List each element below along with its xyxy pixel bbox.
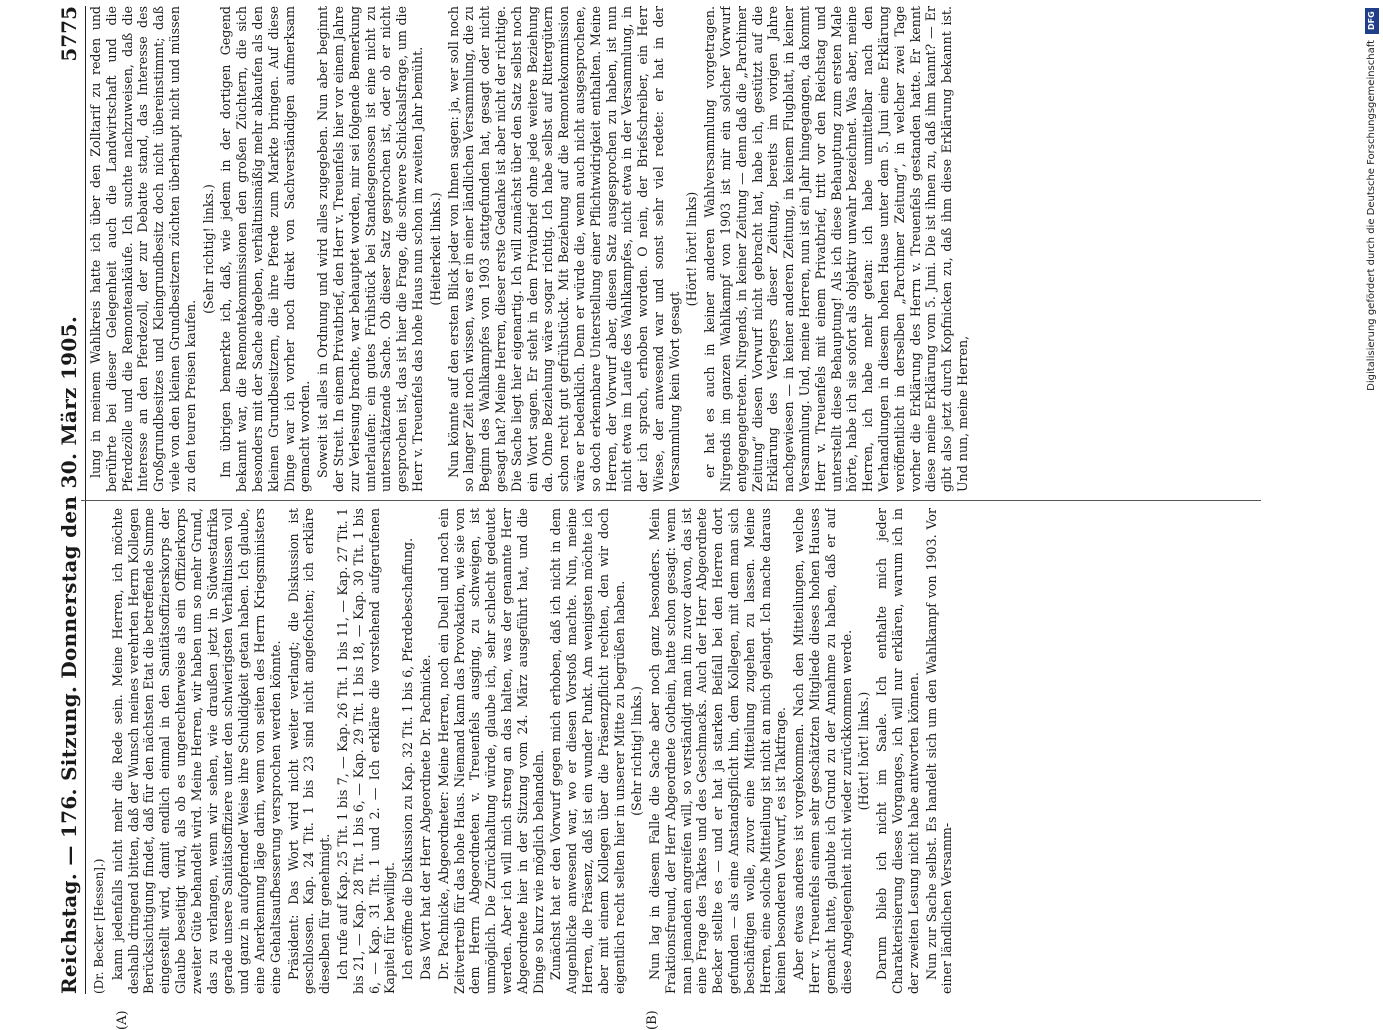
margin-label-a: (A) bbox=[115, 1010, 130, 1030]
page-header-title: Reichstag. — 176. Sitzung. Donnerstag den 30. März 1905. bbox=[57, 315, 81, 994]
right-column-paragraph: Soweit ist alles in Ordnung und wird alles zugegeben. Nun aber beginnt der Streit. In einem Privatbrief, den Herr v. Treuenfels hier vor einem Jahre zur Verlesung brachte, war behauptet worden, mir sei folgende Bemerkung unterlaufen: ein gutes Frühstück bei Standesgenossen ist eine nicht zu unterschätzende Sache. Ob dieser Satz gesprochen ist, oder ob er nicht gesprochen ist, das ist hier die Frage, die schwere Schicksalsfrage, um die Herr v. Treuenfels das hohe Haus nun schon im zweiten Jahr bemüht. bbox=[315, 6, 425, 492]
left-column-paragraph: Präsident: Das Wort wird nicht weiter verlangt; die Diskussion ist geschlossen. Kap. 24 Tit. 1 bis 23 sind nicht angefochten; ich erkläre dieselben für genehmigt. bbox=[285, 508, 333, 994]
right-column-paragraph: (Heiterkeit links.) bbox=[427, 192, 443, 306]
right-column-paragraph: (Sehr richtig! links.) bbox=[200, 184, 216, 314]
margin-label-b: (B) bbox=[645, 1010, 660, 1030]
right-column-paragraph: er hat es auch in keiner anderen Wahlversammlung vorgetragen. Nirgends im ganzen Wahlkampf von 1903 ist mir ein solcher Vorwurf entgegengetreten. Nirgends, in keiner Zeitung — denn daß die „Parchimer Zeitung“ diesen Vorwurf nicht gebracht hat, habe ich, gestützt auf die Erklärung des Verlegers dieser Zeitung, bereits im vorigen Jahre nachgewiesen — in keiner anderen Zeitung, in keinem Flugblatt, in keiner Versammlung. Und, meine Herren, nun ist ein Jahr hingegangen, da kommt Herr v. Treuenfels mit einem Privatbrief, tritt vor den Reichstag und unterstellt diese Behauptung! Als ich diese Behauptung zum ersten Male hörte, habe ich sie sofort als objektiv unwahr bezeichnet. Was aber, meine Herren, ich habe mehr getan: ich habe unmittelbar nach den Verhandlungen in diesem hohen Hause unter dem 5. Juni eine Erklärung veröffentlicht in derselben „Parchimer Zeitung“, in welcher zwei Tage vorher die Erklärung des Herrn v. Treuenfels gestanden hatte. Er kennt diese meine Erklärung vom 5. Juni. Die ist ihnen zu, daß ihm kannt? — Er gibt also jetzt durch Kopfnicken zu, daß ihm diese Erklärung bekannt ist. Und nun, meine Herren, bbox=[702, 6, 971, 492]
left-column-paragraph: Dr. Pachnicke, Abgeordneter: Meine Herren, noch ein Duell und noch ein Zeitvertreib für das hohe Haus. Niemand kann das Provokation, wie sie von dem Herrn Abgeordneten v. Treuenfels ausging, zu schweigen, ist unmöglich. Die Zurückhaltung würde, glaube ich, sehr schlecht gedeutet werden. Aber ich will mich streng an das halten, was der genannte Herr Abgeordnete hier in der Sitzung vom 24. März ausgeführt hat, und die Dinge so kurz wie möglich behandeln. bbox=[435, 508, 546, 994]
dfg-logo: DFG bbox=[1365, 8, 1379, 34]
right-column-paragraph: Nun könnte auf den ersten Blick jeder von Ihnen sagen: ja, wer soll noch so langer Zeit noch wissen, was er in einer ländlichen Versammlung, die zu Beginn des Wahlkampfes von 1903 stattgefunden hat, gesagt oder nicht gesagt hat? Meine Herren, dieser erste Gedanke ist aber nicht der richtige. Die Sache liegt hier eigenartig. Ich will zunächst über den Satz selbst noch ein Wort sagen. Er steht in dem Privatbrief ohne jede weitere Beziehung da. Ohne Beziehung wäre sogar richtig. Ich habe selbst auf Rittergütern schon recht gut gefrühstückt. Mit Beziehung auf die Remontekommission wäre er bedenklich. Denn er würde die, wenn auch nicht ausgesprochene, so doch erkennbare Unterstellung einer Pflichtwidrigkeit enthalten. Meine Herren, der Vorwurf aber, diesen Satz ausgesprochen zu haben, ist nun nicht etwa im Laufe des Wahlkampfes, nicht etwa in der Versammlung, in der ich sprach, erhoben worden. O nein, der Briefschreiber, ein Herr Wiese, der anwesend war und sonst sehr viel redete: er hat in der Versammlung kein Wort gesagt bbox=[445, 6, 682, 492]
left-column-paragraph: Das Wort hat der Herr Abgeordnete Dr. Pachnicke. bbox=[417, 654, 433, 980]
digitization-credit: Digitalisierung gefördert durch die Deutsche Forschungsgemeinschaft bbox=[1366, 40, 1377, 391]
left-column-paragraph: Ich eröffne die Diskussion zu Kap. 32 Tit. 1 bis 6, Pferdebeschaffung. bbox=[400, 537, 416, 980]
left-column-paragraph: Ich rufe auf Kap. 25 Tit. 1 bis 7, — Kap. 26 Tit. 1 bis 11, — Kap. 27 Tit. 1 bis 21, — Kap. 28 Tit. 1 bis 6, — Kap. 29 Tit. 1 bis 18, — Kap. 30 Tit. 1 bis 6, — Kap. 31 Tit. 1 und 2. — Ich erkläre die vorstehend aufgerufenen Kapitel für bewilligt. bbox=[334, 508, 398, 994]
left-column bbox=[88, 508, 1273, 994]
newspaper-page bbox=[45, 0, 1315, 1030]
page-number: 5775 bbox=[57, 6, 81, 62]
right-column bbox=[88, 6, 1273, 492]
right-column-paragraph: lung in meinem Wahlkreis hatte ich über den Zolltarif zu reden und berührte bei dieser Gelegenheit auch die Landwirtschaft und die Pferdezölle und die Remonteankäufe. Ich suchte nachzuweisen, daß die Interesse an den Pferdezoll, der zur Debatte stand, das Interesse des Großgrundbesitzes und Kleingrundbesitz doch nicht übereinstimmt; daß viele von den kleinen Grundbesitzern züchten überhaupt nicht und müssen zu den teuren Preisen kaufen. bbox=[88, 6, 198, 492]
left-column-paragraph: Darum blieb ich nicht im Saale. Ich enthalte mich jeder Charakterisierung dieses Vorganges, ich will nur erklären, warum ich in der zweiten Lesung nicht habe antworten können. bbox=[874, 508, 921, 994]
left-column-paragraph: Zunächst hat er den Vorwurf gegen mich erhoben, daß ich nicht in dem Augenblicke anwesend war, wo er diesen Vorstoß machte. Nun, meine Herren, die Präsenz, daß ist ein wunder Punkt. Am wenigsten möchte ich aber mit einem Kollegen über die Präsenzpflicht rechten, den wir doch eigentlich recht selten hier in unserer Mitte zu begrüßen haben. bbox=[548, 508, 627, 994]
text-columns bbox=[88, 6, 1273, 994]
left-column-paragraph: Nun zur Sache selbst. Es handelt sich um den Wahlkampf von 1903. Vor einer ländlichen Versamm- bbox=[923, 508, 955, 994]
left-column-paragraph: Aber etwas anderes ist vorgekommen. Nach den Mitteilungen, welche Herr v. Treuenfels einem sehr geschätzten Mitgliede dieses hohen Hauses gemacht hatte, glaubte ich Grund zu der Annahme zu haben, daß er auf diese Angelegenheit nicht wieder zurückkommen werde. bbox=[791, 508, 854, 994]
left-column-paragraph: (Hört! hört! links.) bbox=[856, 691, 872, 811]
right-column-paragraph: (Hört! hört! links) bbox=[684, 191, 700, 307]
right-column-paragraph: Im übrigen bemerkte ich, daß, wie jedem in der dortigen Gegend bekannt war, die Remontekommissionen den großen Züchtern, die sich besonders mit der Sache abgeben, verhältnismäßig mehr abkaufen als den kleinen Grundbesitzern, die ihre Pferde zum Markte bringen. Auf diese Dinge war ich vorher noch direkt von Sachverständigen aufmerksam gemacht worden. bbox=[218, 6, 313, 492]
left-column-paragraph: Nun lag in diesem Falle die Sache aber noch ganz besonders. Mein Fraktionsfreund, der Herr Abgeordnete Gothein, hatte schon gesagt: wenn man jemanden angreifen will, so verständigt man ihn zuvor davon, das ist eine Frage des Taktes und des Geschmacks. Auch der Herr Abgeordnete Becker stellte es — und er hat ja starken Beifall bei den Herren dort gefunden — als eine Anstandspflicht hin, dem Kollegen, mit dem man sich beschäftigen wolle, zuvor eine Mitteilung zugehen zu lassen. Meine Herren, eine solche Mitteilung ist nicht an mich gelangt. Ich mache daraus keinen besonderen Vorwurf, es ist Taktfrage. bbox=[647, 508, 789, 994]
left-column-paragraph: kann jedenfalls nicht mehr die Rede sein. Meine Herren, ich möchte deshalb dringend bitten, daß der Wunsch meines verehrten Herrn Kollegen Berücksichtigung findet, daß für den nächsten Etat die betreffende Summe eingestellt wird, damit endlich einmal in den Sanitätsoffizierskorps der Glaube beseitigt wird, als ob es ungerechterweise als ein Offizierkorps zweiter Güte behandelt wird. Meine Herren, wir haben um so mehr Grund, das zu verlangen, wenn wir sehen, wie draußen jetzt in Südwestafrika gerade unsere Sanitätsoffiziere unter den schwierigsten Verhältnissen voll und ganz in aufopfernder Weise ihre Schuldigkeit getan haben. Ich glaube, eine Anerkennung läge darin, wenn von seiten des Herrn Kriegsministers eine Gehaltsaufbesserung versprochen werden könnte. bbox=[109, 508, 283, 994]
speaker-tag: (Dr. Becker [Hessen].) bbox=[92, 858, 106, 994]
left-column-paragraph: (Sehr richtig! links.) bbox=[629, 686, 645, 816]
